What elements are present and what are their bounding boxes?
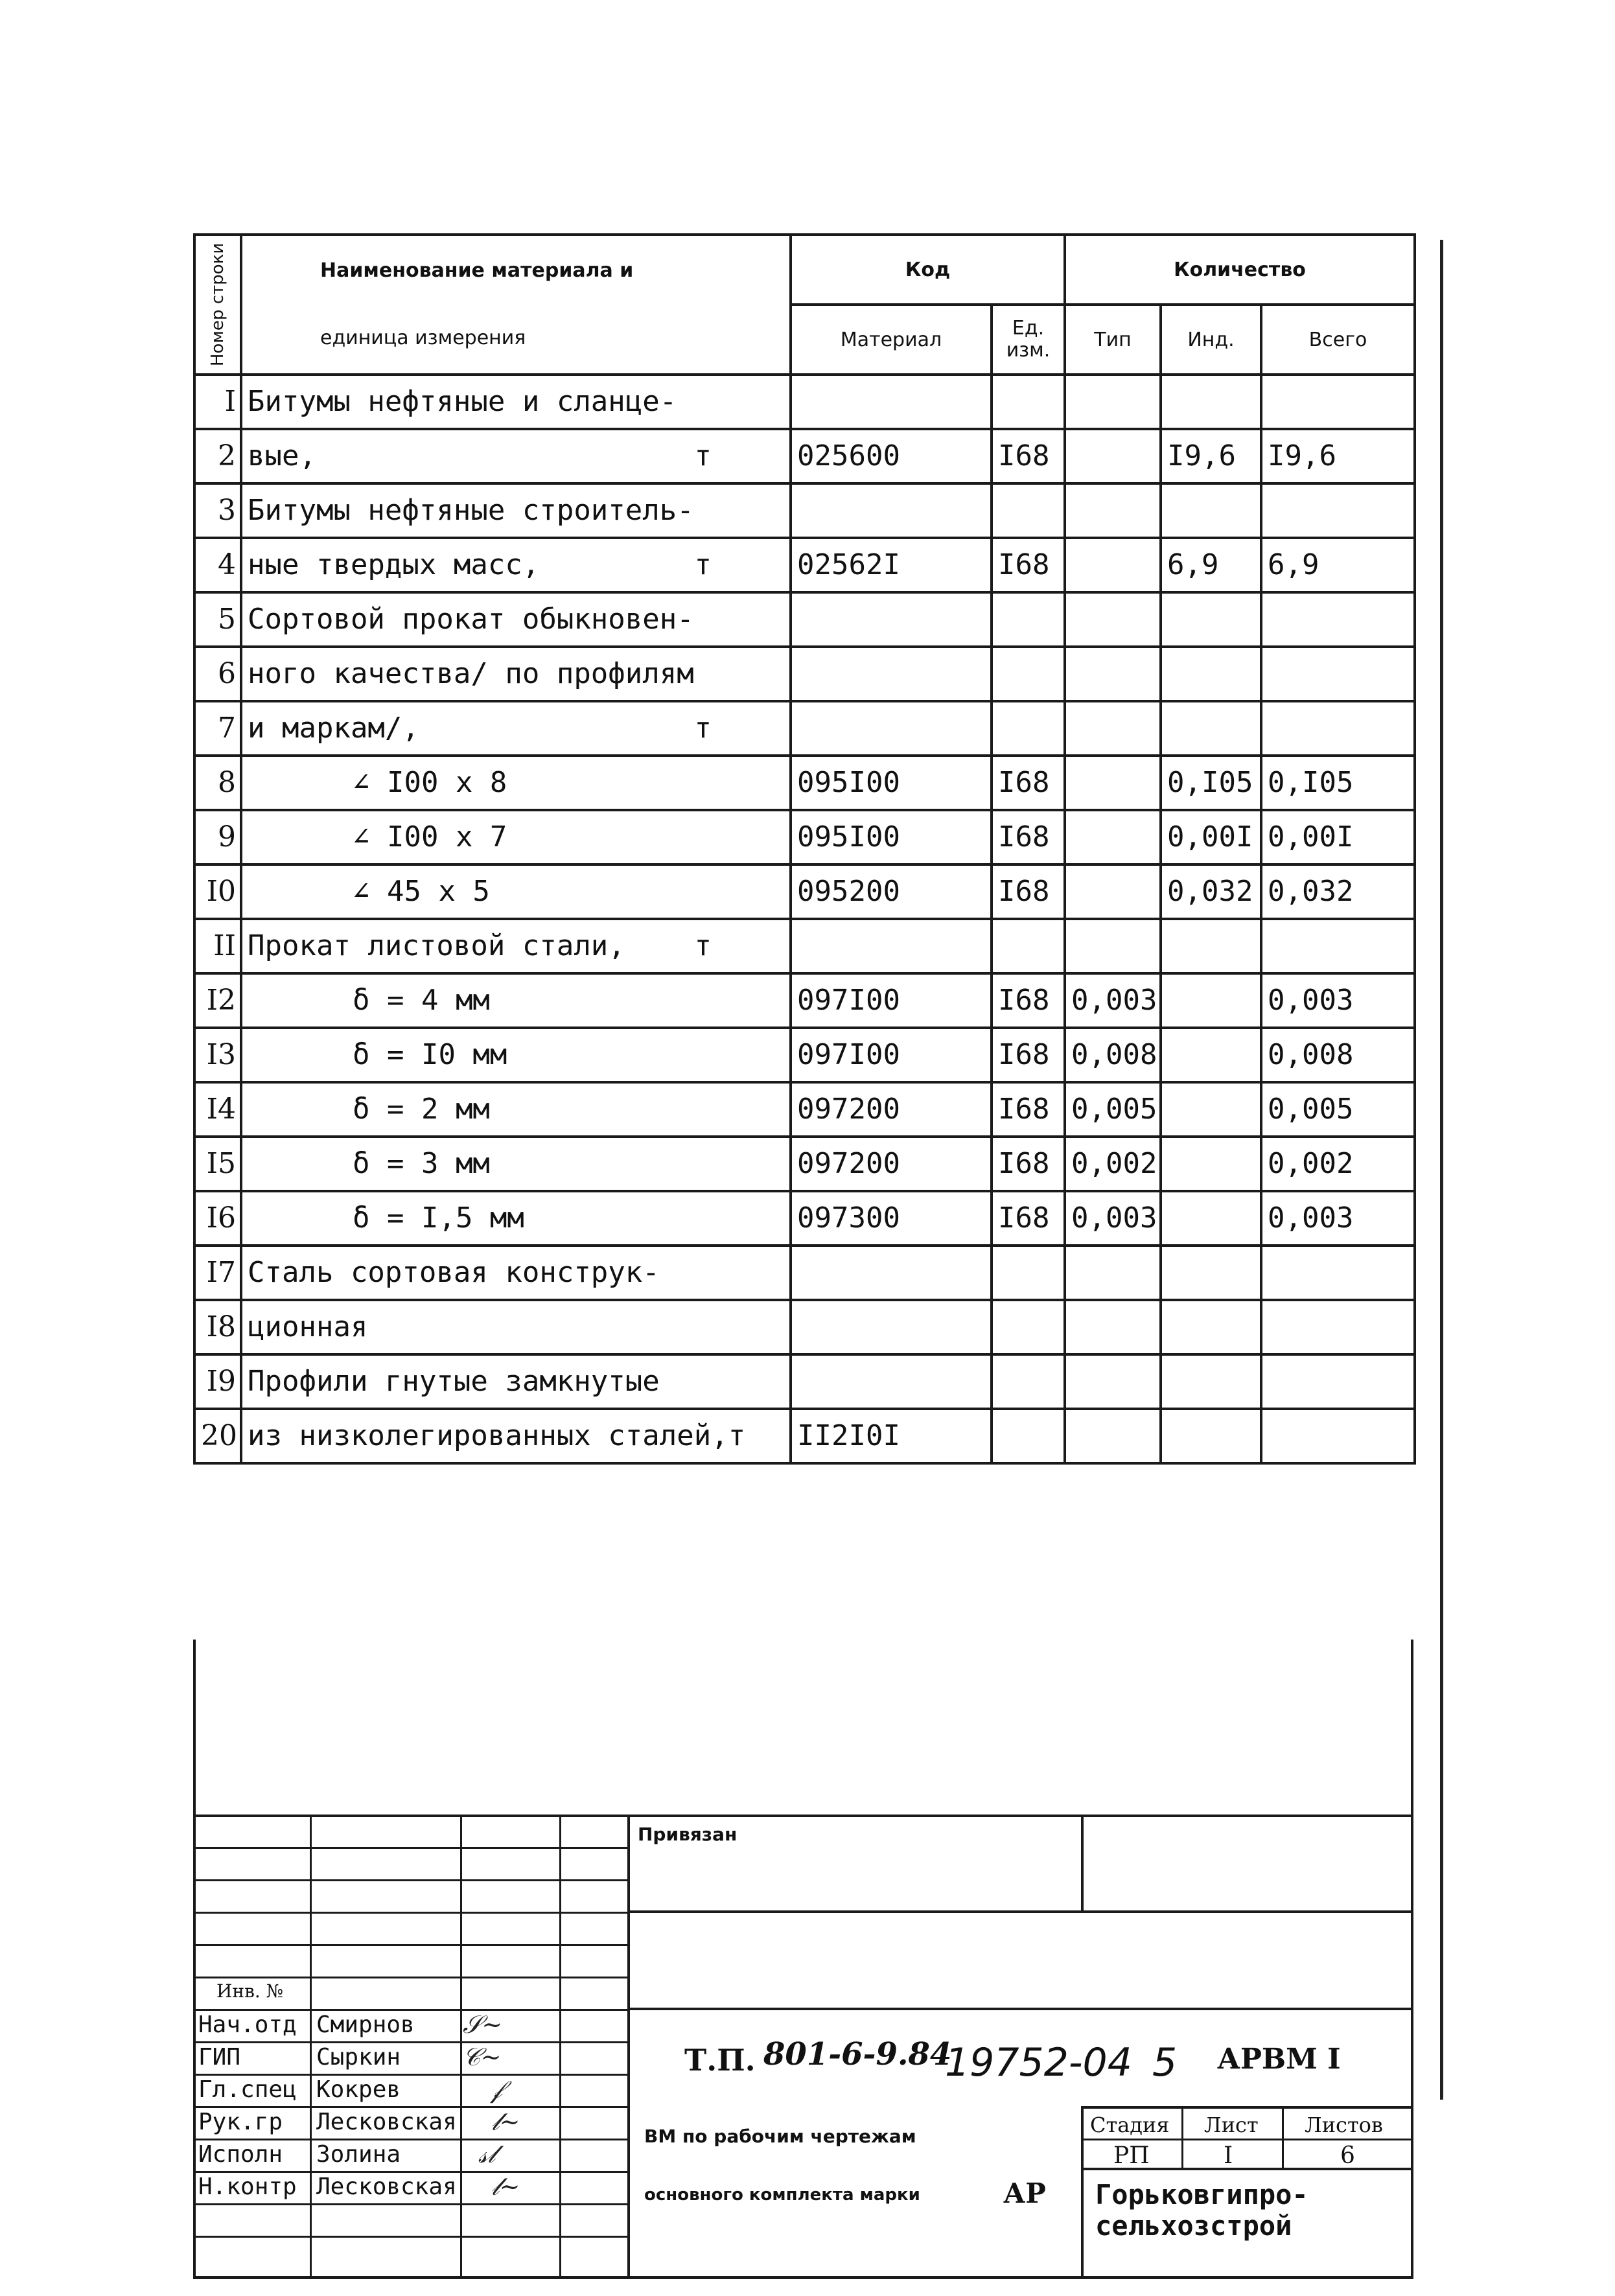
row-type-qty	[1065, 701, 1161, 756]
header-quantity: Количество	[1065, 235, 1415, 305]
row-number	[194, 483, 241, 538]
table-row	[194, 538, 1415, 592]
row-unit-code	[992, 1137, 1065, 1191]
row-material-name-text: ные твердых масс,	[248, 548, 540, 581]
row-unit-code-text: I68	[998, 1201, 1050, 1235]
row-material-name	[241, 375, 791, 429]
row-number	[194, 1300, 241, 1354]
document-code: АРВМ I	[1217, 2043, 1341, 2076]
row-number	[194, 1191, 241, 1246]
row-unit-code	[992, 1246, 1065, 1300]
row-unit-code	[992, 483, 1065, 538]
row-material-code	[791, 647, 992, 701]
row-number	[194, 756, 241, 810]
table-row	[194, 919, 1415, 973]
row-number	[194, 919, 241, 973]
row-unit-code	[992, 1082, 1065, 1137]
header-unit: Ед. изм.	[992, 305, 1065, 375]
staff-name: Кокрев	[316, 2076, 401, 2103]
row-type-qty	[1065, 919, 1161, 973]
inventory-number-label: Инв. №	[216, 1980, 284, 2002]
row-type-qty	[1065, 538, 1161, 592]
staff-role: Нач.отд	[198, 2012, 297, 2038]
row-material-name	[241, 756, 791, 810]
row-unit-code-text: I68	[998, 1147, 1050, 1180]
row-type-qty	[1065, 1409, 1161, 1463]
header-material: Материал	[791, 305, 992, 375]
row-type-qty-text: 0,005	[1071, 1093, 1157, 1126]
row-number	[194, 1246, 241, 1300]
staff-name: Лесковская	[316, 2109, 457, 2135]
row-material-code	[791, 375, 992, 429]
row-material-name-text: Сталь сортовая конструк-	[248, 1256, 660, 1289]
row-number	[194, 592, 241, 647]
row-total-qty-text: 0,00I	[1268, 820, 1354, 853]
row-material-name-text: Прокат листовой стали,	[248, 929, 625, 962]
row-material-code	[791, 483, 992, 538]
row-total-qty	[1261, 864, 1415, 919]
row-unit-code	[992, 647, 1065, 701]
row-material-name	[241, 1409, 791, 1463]
row-total-qty	[1261, 375, 1415, 429]
table-row	[194, 1082, 1415, 1137]
row-ind-qty	[1161, 429, 1261, 483]
row-number-text: I2	[206, 984, 236, 1017]
row-type-qty	[1065, 973, 1161, 1028]
staff-name: Лесковская	[316, 2174, 457, 2200]
row-unit-code	[992, 701, 1065, 756]
row-number-text: 5	[218, 603, 236, 636]
table-row	[194, 483, 1415, 538]
row-type-qty-text: 0,002	[1071, 1147, 1157, 1180]
row-type-qty	[1065, 1246, 1161, 1300]
table-row	[194, 592, 1415, 647]
sheets-label: Листов	[1305, 2113, 1383, 2137]
row-ind-qty	[1161, 1300, 1261, 1354]
tp-number: 801-6-9.84	[763, 2036, 952, 2072]
row-material-name	[241, 701, 791, 756]
row-number-text: I4	[206, 1093, 236, 1126]
row-total-qty	[1261, 429, 1415, 483]
row-material-code	[791, 1354, 992, 1409]
row-material-name	[241, 592, 791, 647]
row-material-name-text: ∠ 45 х 5	[353, 875, 490, 908]
row-ind-qty	[1161, 538, 1261, 592]
table-row	[194, 1354, 1415, 1409]
row-material-name-text: δ = 3 мм	[353, 1147, 490, 1180]
row-ind-qty-text: 0,I05	[1167, 766, 1253, 799]
sheet-label: Лист	[1204, 2113, 1259, 2137]
signature-5: 𝓈𝓁	[478, 2140, 496, 2168]
row-material-name	[241, 973, 791, 1028]
row-ind-qty-text: 0,00I	[1167, 820, 1253, 853]
row-type-qty	[1065, 1082, 1161, 1137]
table-row	[194, 1137, 1415, 1191]
header-ind: Инд.	[1161, 305, 1261, 375]
row-type-qty	[1065, 1300, 1161, 1354]
row-unit-code	[992, 375, 1065, 429]
row-total-qty	[1261, 919, 1415, 973]
row-number-text: 2	[218, 439, 236, 472]
row-material-code	[791, 1028, 992, 1082]
signature-2: 𝒞~	[463, 2043, 502, 2071]
table-row	[194, 810, 1415, 864]
header-row-number: Номер строки	[194, 235, 241, 375]
row-total-qty	[1261, 701, 1415, 756]
row-total-qty	[1261, 1409, 1415, 1463]
row-material-name	[241, 1354, 791, 1409]
row-ind-qty-text: I9,6	[1167, 439, 1236, 472]
table-row	[194, 1246, 1415, 1300]
row-total-qty-text: I9,6	[1268, 439, 1336, 472]
staff-role: Рук.гр	[198, 2109, 283, 2135]
description-line-1: ВМ по рабочим чертежам	[644, 2126, 916, 2147]
row-material-name-text: Битумы нефтяные строитель-	[248, 494, 694, 527]
row-number	[194, 701, 241, 756]
row-unit-code	[992, 810, 1065, 864]
row-number-text: I9	[206, 1365, 236, 1398]
row-material-code	[791, 919, 992, 973]
row-material-code-text: 095I00	[797, 820, 900, 853]
table-row	[194, 1028, 1415, 1082]
staff-role: Гл.спец	[198, 2076, 297, 2103]
row-number-text: 9	[218, 820, 236, 853]
table-row	[194, 1191, 1415, 1246]
description-line-2: основного комплекта марки	[644, 2185, 920, 2205]
row-ind-qty	[1161, 1082, 1261, 1137]
row-type-qty	[1065, 483, 1161, 538]
row-unit-code	[992, 538, 1065, 592]
row-total-qty	[1261, 1191, 1415, 1246]
row-unit-code-text: I68	[998, 875, 1050, 908]
signature-1: 𝒮~	[463, 2010, 503, 2039]
row-number	[194, 375, 241, 429]
row-material-code	[791, 1191, 992, 1246]
footer-page-number: 5	[1152, 2040, 1178, 2085]
row-unit-code-text: I68	[998, 984, 1050, 1017]
row-number	[194, 429, 241, 483]
row-material-name-text: ционная	[248, 1310, 368, 1343]
row-type-qty	[1065, 1028, 1161, 1082]
row-ind-qty	[1161, 647, 1261, 701]
row-material-name-text: и маркам/,	[248, 712, 419, 745]
row-material-code	[791, 810, 992, 864]
row-material-code	[791, 973, 992, 1028]
header-code: Код	[791, 235, 1065, 305]
row-number	[194, 810, 241, 864]
row-total-qty	[1261, 756, 1415, 810]
row-material-name	[241, 429, 791, 483]
row-number-text: I3	[206, 1038, 236, 1071]
row-material-code-text: 025600	[797, 439, 900, 472]
row-material-name-text: ∠ I00 х 8	[353, 766, 507, 799]
row-unit-code	[992, 592, 1065, 647]
header-total: Всего	[1261, 305, 1415, 375]
staff-role: Н.контр	[198, 2174, 297, 2200]
row-unit-code	[992, 1028, 1065, 1082]
row-number-text: 4	[218, 548, 236, 581]
row-total-qty-text: 0,005	[1268, 1093, 1354, 1126]
row-total-qty	[1261, 647, 1415, 701]
row-material-name	[241, 1028, 791, 1082]
organization-line-2: сельхозстрой	[1095, 2210, 1292, 2242]
row-total-qty	[1261, 1300, 1415, 1354]
row-material-code	[791, 1246, 992, 1300]
row-total-qty-text: 0,002	[1268, 1147, 1354, 1180]
table-row	[194, 756, 1415, 810]
row-unit-code	[992, 973, 1065, 1028]
row-unit-code	[992, 1409, 1065, 1463]
row-material-code	[791, 756, 992, 810]
row-material-name	[241, 647, 791, 701]
row-material-code	[791, 701, 992, 756]
privyazan-label: Привязан	[638, 1824, 738, 1845]
row-ind-qty	[1161, 1409, 1261, 1463]
row-material-code	[791, 429, 992, 483]
row-total-qty	[1261, 1246, 1415, 1300]
row-number	[194, 1028, 241, 1082]
row-material-name-text: из низколегированных сталей,т	[248, 1419, 746, 1452]
row-ind-qty	[1161, 1246, 1261, 1300]
row-material-name-text: ного качества/ по профилям	[248, 657, 694, 690]
row-type-qty	[1065, 429, 1161, 483]
row-type-qty	[1065, 592, 1161, 647]
row-unit-code	[992, 919, 1065, 973]
row-ind-qty	[1161, 810, 1261, 864]
row-material-code-text: 02562I	[797, 548, 900, 581]
row-ind-qty	[1161, 483, 1261, 538]
row-ind-qty	[1161, 1137, 1261, 1191]
row-material-code-text: 095200	[797, 875, 900, 908]
row-unit-code-text: I68	[998, 439, 1050, 472]
staff-role: ГИП	[198, 2044, 241, 2070]
row-material-name-text: δ = I,5 мм	[353, 1201, 524, 1235]
row-unit-code	[992, 429, 1065, 483]
table-row	[194, 701, 1415, 756]
row-unit-code	[992, 864, 1065, 919]
row-material-name	[241, 1082, 791, 1137]
signature-4: 𝓁~	[491, 2107, 520, 2136]
row-type-qty	[1065, 647, 1161, 701]
row-ind-qty	[1161, 973, 1261, 1028]
table-row	[194, 429, 1415, 483]
row-ind-qty	[1161, 592, 1261, 647]
row-total-qty	[1261, 1354, 1415, 1409]
row-material-code	[791, 1082, 992, 1137]
right-frame-line	[1440, 240, 1443, 2100]
table-row	[194, 647, 1415, 701]
signature-3: 𝒻	[491, 2075, 502, 2104]
row-material-code	[791, 592, 992, 647]
row-total-qty	[1261, 1028, 1415, 1082]
row-total-qty-text: 0,008	[1268, 1038, 1354, 1071]
row-ind-qty-text: 0,032	[1167, 875, 1253, 908]
row-unit-label: т	[694, 548, 712, 581]
row-number-text: 8	[218, 766, 236, 799]
staff-name: Золина	[316, 2141, 401, 2168]
header-type: Тип	[1065, 305, 1161, 375]
row-material-name-text: Битумы нефтяные и сланце-	[248, 385, 677, 418]
row-number	[194, 973, 241, 1028]
footer-archive-number: 19752-04	[945, 2040, 1132, 2085]
row-material-code-text: 097300	[797, 1201, 900, 1235]
row-unit-code-text: I68	[998, 1038, 1050, 1071]
row-ind-qty	[1161, 701, 1261, 756]
signature-6: 𝓁~	[491, 2172, 520, 2201]
table-row	[194, 973, 1415, 1028]
row-unit-code-text: I68	[998, 820, 1050, 853]
row-material-name	[241, 810, 791, 864]
row-number-text: 3	[218, 494, 236, 527]
row-material-name	[241, 538, 791, 592]
row-type-qty	[1065, 375, 1161, 429]
row-total-qty-text: 0,003	[1268, 984, 1354, 1017]
row-number-text: I	[224, 385, 236, 418]
row-material-name	[241, 1246, 791, 1300]
row-number	[194, 1354, 241, 1409]
row-number	[194, 1137, 241, 1191]
row-material-name-text: Сортовой прокат обыкновен-	[248, 603, 694, 636]
row-total-qty-text: 6,9	[1268, 548, 1319, 581]
row-ind-qty	[1161, 1354, 1261, 1409]
row-number-text: I5	[206, 1147, 236, 1180]
row-material-name	[241, 1300, 791, 1354]
row-material-name-text: вые,	[248, 439, 316, 472]
row-material-name-text: δ = 2 мм	[353, 1093, 490, 1126]
row-material-code-text: 097I00	[797, 1038, 900, 1071]
row-material-code	[791, 864, 992, 919]
mark-value: АР	[1003, 2177, 1046, 2209]
row-material-name-text: Профили гнутые замкнутые	[248, 1365, 660, 1398]
row-number-text: 20	[201, 1419, 237, 1452]
row-unit-code-text: I68	[998, 548, 1050, 581]
table-row	[194, 1409, 1415, 1463]
table-row	[194, 1300, 1415, 1354]
row-unit-code-text: I68	[998, 1093, 1050, 1126]
row-number	[194, 864, 241, 919]
row-total-qty	[1261, 483, 1415, 538]
row-material-name-text: δ = I0 мм	[353, 1038, 507, 1071]
row-type-qty	[1065, 1137, 1161, 1191]
row-material-code	[791, 1409, 992, 1463]
row-type-qty-text: 0,003	[1071, 984, 1157, 1017]
document-sheet	[193, 233, 1413, 2242]
row-total-qty	[1261, 973, 1415, 1028]
row-number	[194, 1409, 241, 1463]
materials-table	[193, 233, 1416, 1465]
row-type-qty	[1065, 810, 1161, 864]
row-type-qty	[1065, 864, 1161, 919]
tp-label: Т.П.	[684, 2043, 756, 2078]
row-unit-label: т	[694, 439, 712, 472]
row-material-code	[791, 538, 992, 592]
row-number-text: 7	[218, 712, 236, 745]
row-number-text: 6	[218, 657, 236, 690]
row-total-qty-text: 0,032	[1268, 875, 1354, 908]
row-total-qty	[1261, 538, 1415, 592]
sheet-value: I	[1224, 2142, 1233, 2169]
staff-name: Сыркин	[316, 2044, 401, 2070]
table-row	[194, 864, 1415, 919]
stage-label: Стадия	[1090, 2113, 1170, 2137]
header-material-name: Наименование материала и единица измерения	[241, 235, 791, 375]
staff-role: Исполн	[198, 2141, 283, 2168]
row-material-name	[241, 1191, 791, 1246]
organization-line-1: Горьковгипро-	[1095, 2179, 1308, 2210]
row-material-code-text: II2I0I	[797, 1419, 900, 1452]
row-type-qty	[1065, 1191, 1161, 1246]
row-total-qty	[1261, 1082, 1415, 1137]
row-ind-qty	[1161, 864, 1261, 919]
row-type-qty	[1065, 1354, 1161, 1409]
row-unit-code	[992, 1354, 1065, 1409]
row-material-code-text: 095I00	[797, 766, 900, 799]
row-material-name	[241, 864, 791, 919]
row-total-qty-text: 0,003	[1268, 1201, 1354, 1235]
row-unit-code	[992, 756, 1065, 810]
row-number-text: I7	[206, 1256, 236, 1289]
row-ind-qty-text: 6,9	[1167, 548, 1219, 581]
row-unit-label: т	[694, 712, 712, 745]
row-material-code	[791, 1300, 992, 1354]
row-ind-qty	[1161, 756, 1261, 810]
table-row	[194, 375, 1415, 429]
row-ind-qty	[1161, 375, 1261, 429]
row-material-name	[241, 919, 791, 973]
row-number-text: I6	[206, 1201, 236, 1235]
staff-name: Смирнов	[316, 2012, 415, 2038]
row-type-qty-text: 0,003	[1071, 1201, 1157, 1235]
stage-value: РП	[1113, 2142, 1150, 2169]
materials-rows	[194, 375, 1415, 1463]
row-number-text: I0	[206, 875, 236, 908]
row-unit-code	[992, 1191, 1065, 1246]
row-ind-qty	[1161, 919, 1261, 973]
row-material-name-text: δ = 4 мм	[353, 984, 490, 1017]
row-ind-qty	[1161, 1028, 1261, 1082]
row-material-code-text: 097I00	[797, 984, 900, 1017]
blank-band	[193, 1640, 1413, 1815]
row-unit-code-text: I68	[998, 766, 1050, 799]
row-material-code-text: 097200	[797, 1147, 900, 1180]
row-material-code-text: 097200	[797, 1093, 900, 1126]
row-total-qty	[1261, 810, 1415, 864]
row-number-text: II	[213, 929, 236, 962]
row-unit-code	[992, 1300, 1065, 1354]
row-type-qty-text: 0,008	[1071, 1038, 1157, 1071]
row-total-qty-text: 0,I05	[1268, 766, 1354, 799]
row-material-code	[791, 1137, 992, 1191]
title-block	[193, 1815, 1413, 2281]
row-number	[194, 647, 241, 701]
sheets-value: 6	[1340, 2142, 1355, 2169]
row-total-qty	[1261, 592, 1415, 647]
row-ind-qty	[1161, 1191, 1261, 1246]
row-material-name	[241, 483, 791, 538]
row-material-name	[241, 1137, 791, 1191]
row-total-qty	[1261, 1137, 1415, 1191]
row-number	[194, 538, 241, 592]
row-unit-label: т	[694, 929, 712, 962]
row-type-qty	[1065, 756, 1161, 810]
row-material-name-text: ∠ I00 х 7	[353, 820, 507, 853]
row-number-text: I8	[206, 1310, 236, 1343]
row-number	[194, 1082, 241, 1137]
